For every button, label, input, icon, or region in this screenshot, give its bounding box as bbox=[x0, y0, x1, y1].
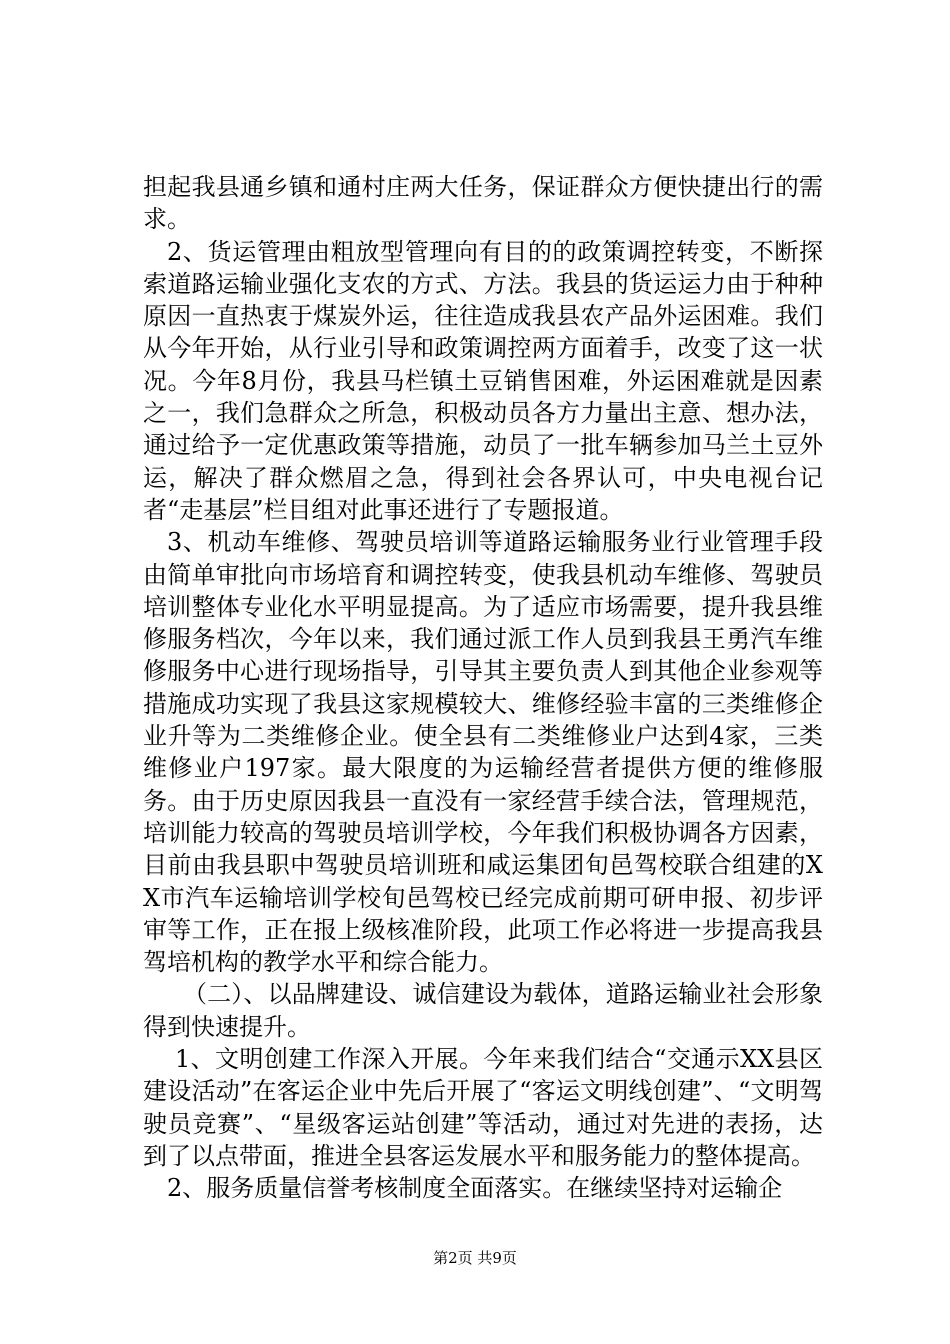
paragraph-service-quality: 2、服务质量信誉考核制度全面落实。在继续坚持对运输企 bbox=[167, 1174, 783, 1203]
paragraph-vehicle-maintenance: 3、机动车维修、驾驶员培训等道路运输服务业行业管理手段由简单审批向市场培育和调控转变，使我县机动车维修、驾驶员培训整体专业化水平明显提高。为了适应市场需要，提升我县维修服务档次，今年以来，我们通过派工作人员到我县王勇汽车维修服务中心进行现场指导，引导其主要负责人到其他企业参观等措施成功实现了我县这家规模较大、维修经验丰富的三类维修企业升等为二类维修企业。使全县有二类维修业户达到4家，三类维修业户197家。最大限度的为运输经营者提供方便的维修服务。由于历史原因我县一直没有一家经营手续合法，管理规范，培训能力较高的驾驶员培训学校，今年我们积极协调各方因素，目前由我县职中驾驶员培训班和咸运集团旬邑驾校联合组建的XX市汽车运输培训学校旬邑驾校已经完成前期可研申报、初步评审等工作，正在报上级核准阶段，此项工作必将进一步提高我县驾培机构的教学水平和综合能力。 bbox=[143, 528, 823, 977]
document-body bbox=[143, 171, 823, 1205]
paragraph-continuation: 担起我县通乡镇和通村庄两大任务，保证群众方便快捷出行的需求。 bbox=[143, 173, 823, 234]
paragraph-freight-management: 2、货运管理由粗放型管理向有目的的政策调控转变，不断探索道路运输业强化支农的方式、方法。我县的货运运力由于种种原因一直热衷于煤炭外运，往往造成我县农产品外运困难。我们从今年开始，从行业引导和政策调控两方面着手，改变了这一状况。今年8月份，我县马栏镇土豆销售困难，外运困难就是因素之一，我们急群众之所急，积极动员各方力量出主意、想办法，通过给予一定优惠政策等措施，动员了一批车辆参加马兰土豆外运，解决了群众燃眉之急，得到社会各界认可，中央电视台记者“走基层”栏目组对此事还进行了专题报道。 bbox=[143, 237, 823, 524]
paragraph-civilization-building: 1、文明创建工作深入开展。今年来我们结合“交通示XX县区建设活动”在客运企业中先后开展了“客运文明线创建”、“文明驾驶员竞赛”、“星级客运站创建”等活动，通过对先进的表扬，达到了以点带面，推进全县客运发展水平和服务能力的整体提高。 bbox=[143, 1045, 823, 1170]
page-footer: 第2页 共9页 bbox=[433, 1249, 517, 1267]
section-heading-two: （二）、以品牌建设、诚信建设为载体，道路运输业社会形象得到快速提升。 bbox=[143, 980, 823, 1041]
